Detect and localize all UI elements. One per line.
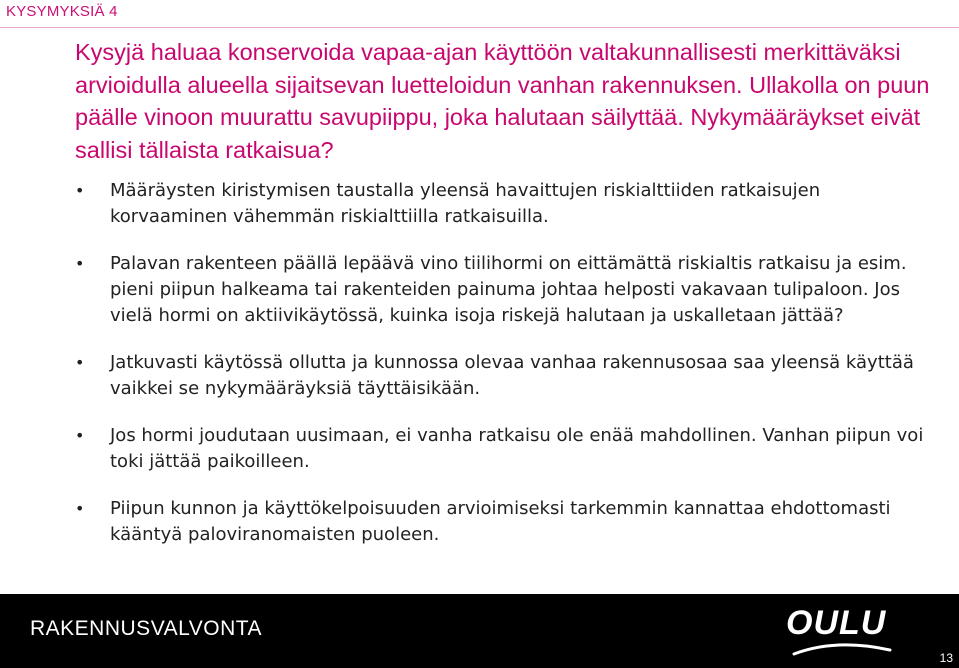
bullet-icon: • [75,181,85,200]
slide-title-question: Kysyjä haluaa konservoida vapaa-ajan käyttöön valtakunnallisesti merkittäväksi arvioidulla alueella sijaitsevan luetteloidun vanhan rakennuksen. Ullakolla on puun päälle vinoon muurattu savupiippu, joka halutaan säilyttää. Nykymääräykset eivät sallisi tällaista ratkaisua? [75,39,930,163]
page-number: 13 [939,651,953,665]
bullet-item [75,350,935,402]
bullet-icon: • [75,499,85,518]
bullet-text: Piipun kunnon ja käyttökelpoisuuden arvioimiseksi tarkemmin kannattaa ehdottomasti kääntyä paloviranomaisten puoleen. [110,498,891,545]
bullet-item [75,423,935,475]
bullet-item [75,178,935,230]
bullet-icon: • [75,426,85,445]
bullet-icon: • [75,353,85,372]
bullet-item [75,496,935,548]
bullet-text: Jos hormi joudutaan uusimaan, ei vanha ratkaisu ole enää mahdollinen. Vanhan piipun voi toki jättää paikoilleen. [110,425,924,472]
bullet-text: Määräysten kiristymisen taustalla yleensä havaittujen riskialttiiden ratkaisujen korvaaminen vähemmän riskialttiilla ratkaisuilla. [110,180,821,227]
bullet-item [75,251,935,329]
bullet-text: Palavan rakenteen päällä lepäävä vino tiilihormi on eittämättä riskialtis ratkaisu ja esim. pieni piipun halkeama tai rakenteiden painuma johtaa helposti vakavaan tulipaloon. Jos vielä hormi on aktiivikäytössä, kuinka isoja riskejä halutaan ja uskalletaan jättää? [110,253,907,326]
bullet-icon: • [75,254,85,273]
oulu-logo [780,604,900,660]
bullet-list [75,178,935,569]
section-label: KYSYMYKSIÄ 4 [6,3,118,20]
bullet-text: Jatkuvasti käytössä ollutta ja kunnossa olevaa vanhaa rakennusosaa saa yleensä käyttää vaikkei se nykymääräyksiä täyttäisikään. [110,352,914,399]
footer-department-title: RAKENNUSVALVONTA [30,617,263,640]
footer-bar [0,594,959,668]
oulu-logo-text: OULU [786,604,887,642]
header-divider [0,27,959,28]
oulu-logo-arc-icon [780,604,900,660]
